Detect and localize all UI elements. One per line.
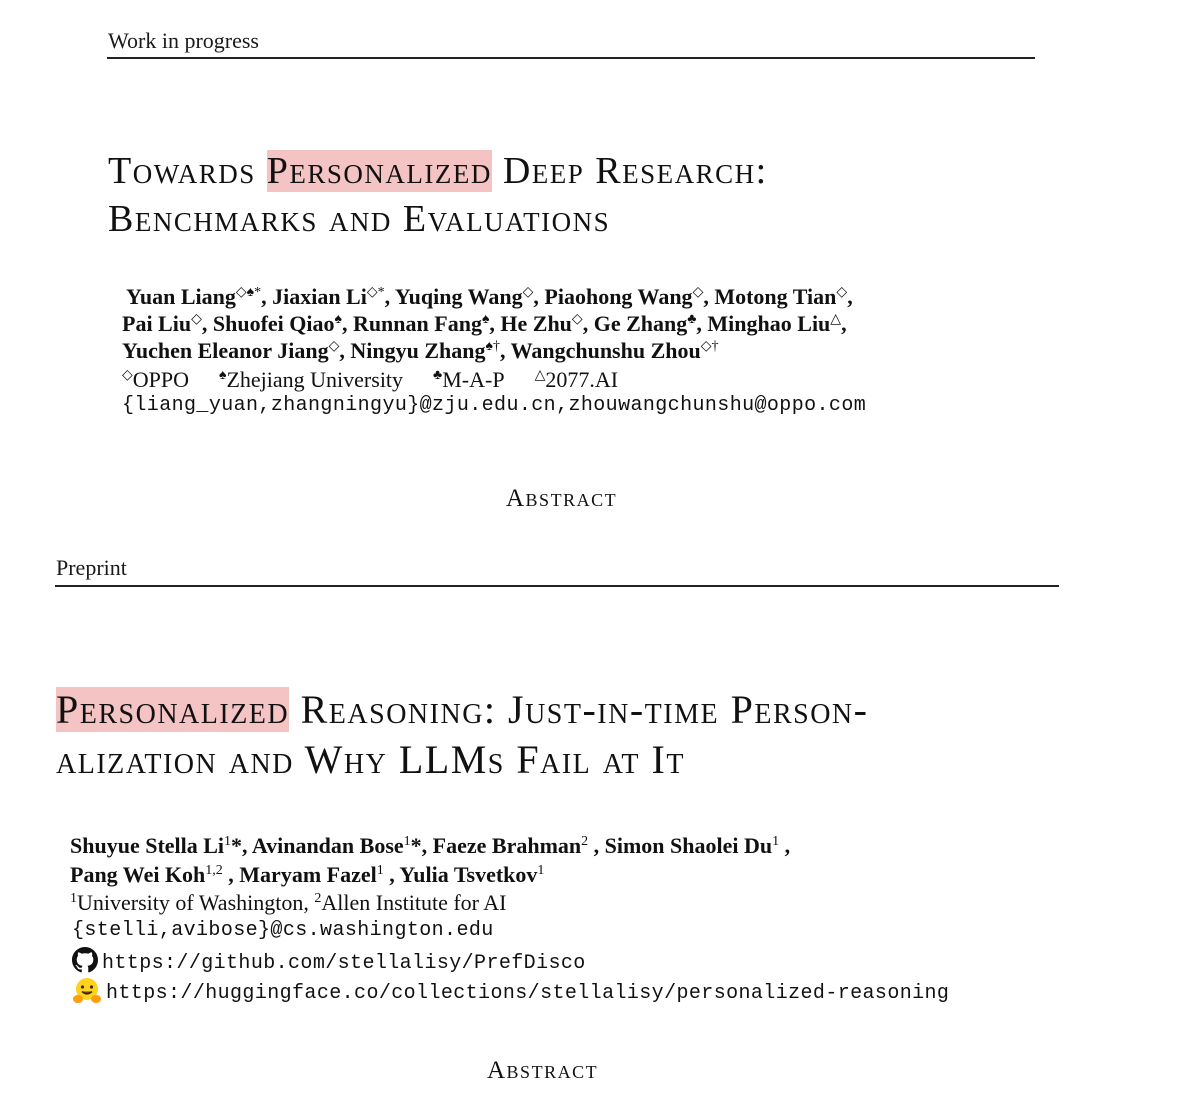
author-separator: *, [231,833,252,858]
github-icon [72,947,98,973]
affiliation-name: Allen Institute for AI [321,890,507,915]
author-name: Faeze Brahman [432,833,582,858]
author-affiliation-mark: 1 [376,863,384,878]
author-name: Jiaxian Li [272,284,367,309]
author-list-1 [122,283,853,364]
title-line-1 [108,152,768,190]
affiliation-name: University of Washington, [77,890,315,915]
author-line [70,831,790,860]
author-name: Simon Shaolei Du [604,833,773,858]
author-line [122,310,853,337]
author-separator: , [703,284,715,309]
author-name: Pai Liu [122,311,192,336]
author-affiliation-mark: ♠ [481,312,490,327]
author-list-2 [70,831,790,889]
author-affiliation-mark: 1 [224,834,232,849]
author-line [70,860,790,889]
author-name: Pang Wei Koh [70,862,206,887]
author-affiliation-mark: ◇ [571,312,583,327]
author-name: Ningyu Zhang [350,338,486,363]
author-separator: , [696,311,708,336]
running-head-2: Preprint [56,555,127,580]
author-separator: , [261,284,273,309]
author-affiliation-mark: ◇* [366,285,385,300]
abstract-heading-2: Abstract [487,1057,599,1084]
author-affiliation-mark: ◇ [522,285,534,300]
author-separator: , [383,862,400,887]
author-separator: *, [410,833,433,858]
author-line [122,337,853,364]
author-name: Piaohong Wang [544,284,693,309]
author-affiliation-mark: ♠ [334,312,342,327]
affiliation-mark: 2 [314,891,322,906]
affiliation-name: Zhejiang University [226,367,404,392]
affiliation-item [314,890,506,915]
author-separator: , [499,338,511,363]
author-separator: , [384,284,395,309]
author-separator: , [582,311,594,336]
highlighted-term: Personalized [56,687,290,732]
author-affiliation-mark: ◇ [191,312,202,327]
author-separator: , [201,311,213,336]
affiliation-mark: △ [534,368,546,383]
author-name: Ge Zhang [593,311,688,336]
title-text: Deep Research: [491,150,768,192]
author-name: Shuyue Stella Li [70,833,225,858]
github-link-row [72,947,586,975]
author-name: Maryam Fazel [239,862,377,887]
author-separator: , [779,833,791,858]
author-name: Runnan Fang [352,311,482,336]
author-affiliation-mark: 2 [581,834,589,849]
header-rule-2 [55,585,1059,587]
running-head-1: Work in progress [108,28,259,53]
author-affiliation-mark: ◇ [692,285,704,300]
highlighted-term: Personalized [266,150,492,192]
header-rule-1 [107,57,1035,59]
affiliation-mark: ♣ [433,368,443,383]
author-separator: , [341,311,353,336]
author-name: Avinandan Bose [251,833,404,858]
title-line-2: alization and Why LLMs Fail at It [56,737,685,782]
huggingface-url-link[interactable]: https://huggingface.co/collections/stellalisy/personalized-reasoning [106,982,950,1005]
author-affiliation-mark: 1 [772,834,780,849]
author-affiliation-mark: 1,2 [205,863,223,878]
author-affiliation-mark: ◇ [328,339,340,354]
affiliation-item [219,367,403,392]
author-name: Shuofei Qiao [212,311,335,336]
title-line-2: Benchmarks and Evaluations [108,198,611,240]
author-name: Yuqing Wang [394,284,523,309]
affiliation-mark: ◇ [122,368,133,383]
author-name: Yuan Liang [126,284,236,309]
affiliation-name: OPPO [132,367,190,392]
paper-title-2 [56,687,869,782]
author-name: Yulia Tsvetkov [399,862,538,887]
title-text: Towards [108,150,267,192]
abstract-heading-1: Abstract [506,485,618,512]
affiliation-mark: ♠ [219,368,227,383]
paper-title-1 [108,152,768,238]
title-line-1 [56,687,869,732]
affiliation-name: M-A-P [442,367,505,392]
author-line [122,283,853,310]
author-name: He Zhu [500,311,572,336]
author-separator: , [339,338,351,363]
affiliation-item [535,367,619,392]
author-separator: , [533,284,545,309]
author-separator: , [588,833,605,858]
email-line-1: {liang_yuan,zhangningyu}@zju.edu.cn,zhouwangchunshu@oppo.com [122,394,867,417]
author-name: Minghao Liu [707,311,831,336]
affiliation-mark: 1 [70,891,77,906]
author-affiliation-mark: ♣ [687,312,697,327]
author-name: Motong Tian [714,284,837,309]
affiliation-item [70,890,314,915]
author-affiliation-mark: ◇♠* [235,285,262,300]
author-name: Yuchen Eleanor Jiang [122,338,329,363]
author-separator: , [841,311,847,336]
author-affiliation-mark: △ [830,312,842,327]
author-affiliation-mark: 1 [403,834,411,849]
affiliations-2 [70,889,507,916]
huggingface-icon [72,977,102,1005]
author-affiliation-mark: ♠† [485,339,500,354]
author-affiliation-mark: 1 [537,863,545,878]
author-separator: , [489,311,501,336]
affiliation-item [122,367,189,392]
affiliation-item [433,367,505,392]
affiliations-1 [122,366,618,393]
author-name: Wangchunshu Zhou [510,338,701,363]
github-url-link[interactable]: https://github.com/stellalisy/PrefDisco [102,952,586,975]
author-affiliation-mark: ◇† [700,339,719,354]
affiliation-name: 2077.AI [545,367,619,392]
email-line-2: {stelli,avibose}@cs.washington.edu [72,919,494,942]
author-separator: , [222,862,240,887]
author-affiliation-mark: ◇ [836,285,848,300]
huggingface-link-row [72,977,949,1005]
author-separator: , [847,284,853,309]
title-text: Reasoning: Just-in-time Person- [289,687,869,732]
